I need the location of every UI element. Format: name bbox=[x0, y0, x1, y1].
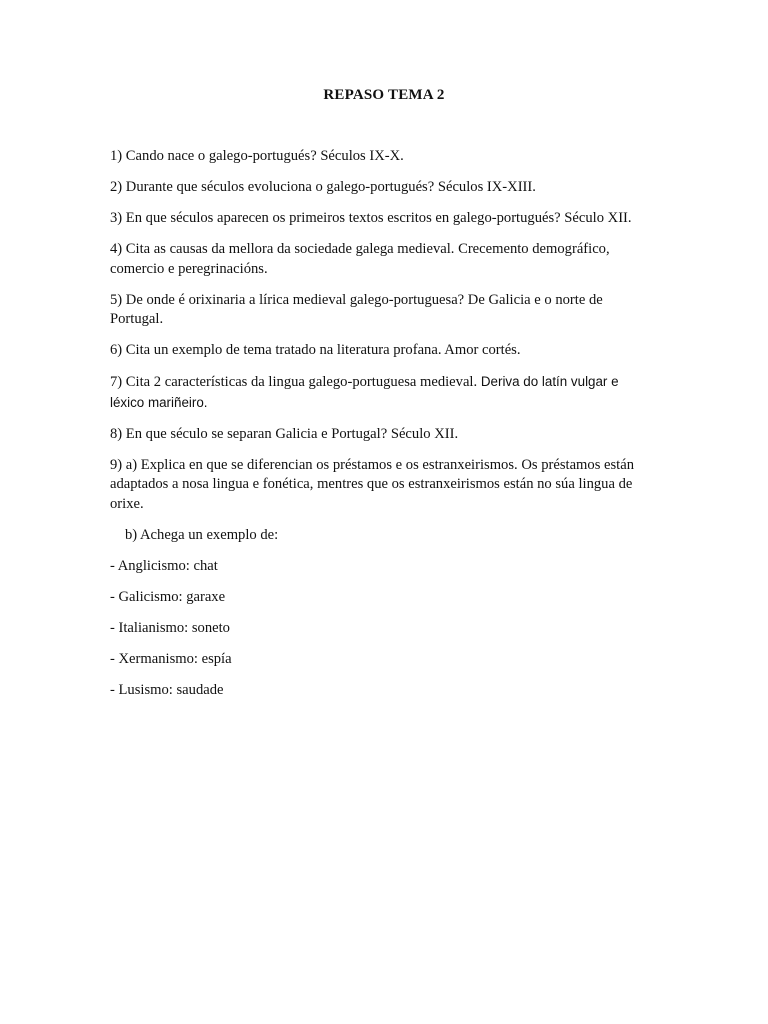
answer-text: De Galicia e o norte de Portugal. bbox=[110, 291, 603, 327]
page-title: REPASO TEMA 2 bbox=[323, 87, 445, 103]
question-text: 6) Cita un exemplo de tema tratado na literatura profana. bbox=[110, 342, 442, 358]
answer-text: Os préstamos están adaptados a nosa lingua e fonética, mentres que os estranxeirismos están no súa lingua de orixe. bbox=[110, 456, 635, 512]
question-text: 8) En que século se separan Galicia e Portugal? bbox=[110, 425, 388, 442]
question-text: 2) Durante que séculos evoluciona o galego-portugués? bbox=[110, 179, 435, 195]
answer-text: Amor cortés. bbox=[441, 342, 521, 358]
question-8 bbox=[110, 425, 655, 445]
question-text: 9) a) Explica en que se diferencian os préstamos e os estranxeirismos. bbox=[110, 456, 518, 473]
example-item: - Anglicismo: chat bbox=[110, 557, 218, 574]
question-text: 4) Cita as causas da mellora da sociedade galega medieval. bbox=[110, 241, 455, 257]
question-text: 5) De onde é orixinaria a lírica medieval galego-portuguesa? bbox=[110, 291, 465, 308]
example-item: - Galicismo: garaxe bbox=[110, 588, 226, 605]
question-7 bbox=[110, 372, 655, 413]
answer-text: Séculos IX-X. bbox=[316, 148, 404, 164]
question-3 bbox=[110, 209, 655, 229]
answer-text: Deriva do latín vulgar e léxico mariñeiro. bbox=[110, 374, 619, 410]
question-5 bbox=[110, 291, 655, 330]
question-text: 1) Cando nace o galego-portugués? bbox=[110, 148, 317, 164]
answer-text: Séculos IX-XIII. bbox=[434, 179, 536, 195]
example-item: - Italianismo: soneto bbox=[110, 619, 230, 636]
question-9 bbox=[110, 456, 655, 515]
question-2 bbox=[110, 178, 655, 198]
question-6 bbox=[110, 341, 655, 361]
answer-text: Crecemento demográfico, comercio e peregrinacións. bbox=[110, 241, 610, 277]
question-4 bbox=[110, 240, 655, 279]
document-body bbox=[110, 147, 655, 712]
answer-text: Século XII. bbox=[560, 210, 632, 226]
part-b-prompt: b) Achega un exemplo de: bbox=[125, 526, 279, 543]
example-item: - Lusismo: saudade bbox=[110, 682, 224, 699]
question-text: 3) En que séculos aparecen os primeiros textos escritos en galego-portugués? bbox=[110, 210, 561, 226]
example-item: - Xermanismo: espía bbox=[110, 651, 232, 668]
answer-text: Século XII. bbox=[387, 425, 459, 442]
question-text: 7) Cita 2 características da lingua galego-portuguesa medieval. bbox=[110, 374, 478, 390]
question-1 bbox=[110, 147, 655, 167]
